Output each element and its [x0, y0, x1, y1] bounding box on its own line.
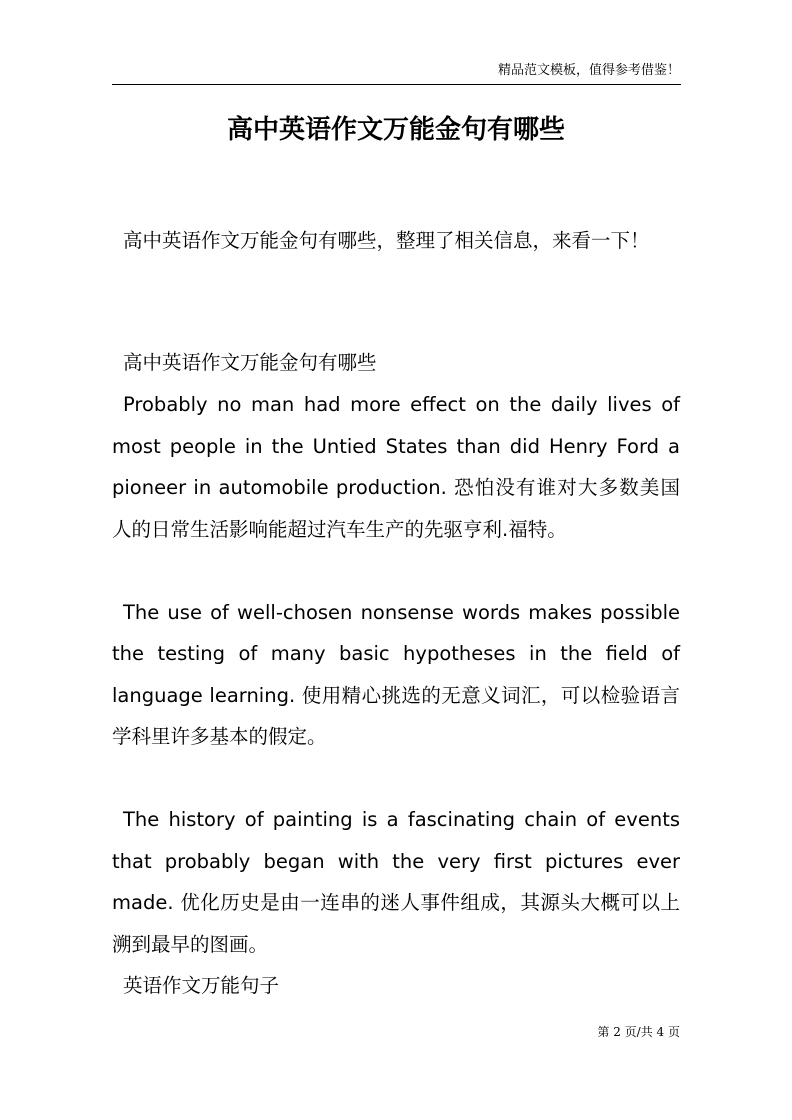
document-title: 高中英语作文万能金句有哪些 [226, 115, 565, 145]
intro-block [112, 220, 680, 262]
header-divider [112, 84, 681, 85]
page-indicator: 第 2 页/共 4 页 [597, 1025, 680, 1039]
quotes-block [112, 384, 680, 1007]
header-note: 精品范文模板，值得参考借鉴！ [497, 63, 680, 78]
paragraph-spacer [112, 550, 680, 592]
paragraph-spacer [112, 758, 680, 800]
quote-paragraph-3: The history of painting is a fascinating chain of events that probably began with the very first pictures ever made. 优化历史是由一连串的迷人事件组成，其源头大概可以上溯到最早的图画。 [112, 808, 680, 956]
intro-paragraph: 高中英语作文万能金句有哪些，整理了相关信息，来看一下！ [123, 229, 650, 252]
quote-paragraph-1: Probably no man had more effect on the daily lives of most people in the Untied States than did Henry Ford a pioneer in automobile production. 恐怕没有谁对大多数美国人的日常生活影响能超过汽车生产的先驱亨利.福特。 [112, 393, 680, 541]
closing-heading: 英语作文万能句子 [123, 974, 280, 997]
quote-paragraph-2: The use of well-chosen nonsense words makes possible the testing of many basic hypotheses in the field of language learning. 使用精心挑选的无意义词汇，可以检验语言学科里许多基本的假定。 [112, 600, 680, 748]
section-heading: 高中英语作文万能金句有哪些 [123, 351, 377, 374]
section-heading-block [112, 342, 680, 384]
